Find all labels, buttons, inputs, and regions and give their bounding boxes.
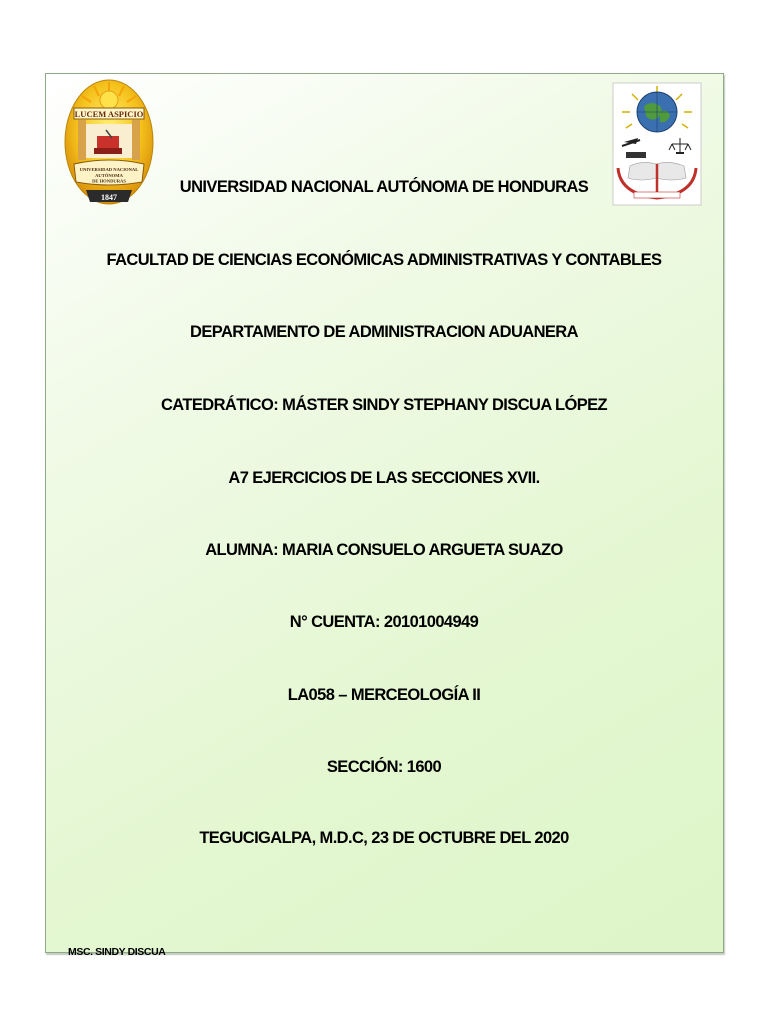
section-number: SECCIÓN: 1600 [326,758,442,776]
professor-name: CATEDRÁTICO: MÁSTER SINDY STEPHANY DISCUA LÓPEZ [160,396,608,414]
university-name: UNIVERSIDAD NACIONAL AUTÓNOMA DE HONDURAS [179,178,589,196]
faculty-name: FACULTAD DE CIENCIAS ECONÓMICAS ADMINISTRATIVAS Y CONTABLES [106,251,662,269]
page-footer: MSC. SINDY DISCUA [68,946,166,958]
seal-year-text: 1847 [101,193,117,202]
svg-text:UNIVERSIDAD NACIONAL: UNIVERSIDAD NACIONAL [79,167,139,172]
course-name: LA058 – MERCEOLOGÍA II [287,686,481,704]
place-and-date: TEGUCIGALPA, M.D.C, 23 DE OCTUBRE DEL 2020 [199,829,569,847]
svg-text:DE HONDURAS: DE HONDURAS [92,178,126,184]
assignment-title: A7 EJERCICIOS DE LAS SECCIONES XVII. [228,469,540,487]
seal-motto-text: LUCEM ASPICIO [74,109,144,119]
svg-text:AUTÓNOMA: AUTÓNOMA [95,173,123,178]
account-number: N° CUENTA: 20101004949 [289,613,479,631]
department-name: DEPARTAMENTO DE ADMINISTRACION ADUANERA [190,323,578,341]
student-name: ALUMNA: MARIA CONSUELO ARGUETA SUAZO [205,541,563,559]
